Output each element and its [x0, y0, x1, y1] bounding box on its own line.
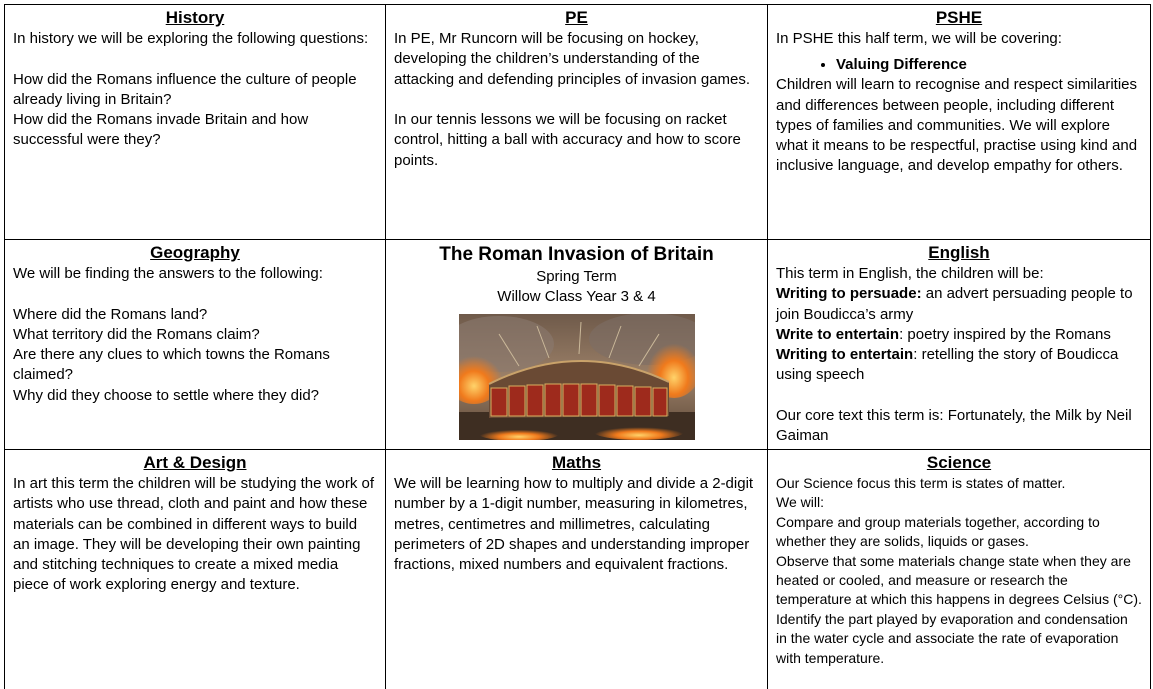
english-item-label: Writing to entertain	[776, 346, 914, 364]
geography-question: Where did the Romans land?	[13, 305, 208, 323]
pshe-body: Children will learn to recognise and respect similarities and differences between people, including different types of families and communities. We will explore what it means to be respectful, practise using kind and inclusive language, and develop empathy for others.	[776, 76, 1138, 175]
pshe-bullet: • Valuing Difference	[836, 55, 1142, 75]
history-title: History	[165, 8, 225, 27]
pshe-title: PSHE	[935, 8, 983, 27]
science-cell	[767, 449, 1151, 689]
science-line: Our Science focus this term is states of matter.	[776, 475, 1066, 491]
history-cell	[4, 4, 386, 240]
english-item-label: Writing to persuade:	[776, 285, 922, 303]
geography-cell	[4, 239, 386, 450]
english-item-text: : retelling the story of Boudicca using speech	[776, 346, 1119, 384]
pe-title: PE	[565, 8, 588, 27]
maths-body: We will be learning how to multiply and divide a 2-digit number by a 1-digit number, measuring in kilometres, metres, centimetres and millimetres, calculating perimeters of 2D shapes and understanding improper fractions, mixed numbers and equivalent fractions.	[394, 475, 754, 574]
geography-question: What territory did the Romans claim?	[13, 325, 260, 343]
history-intro: In history we will be exploring the following questions:	[13, 30, 369, 47]
science-line: Identify the part played by evaporation and condensation in the water cycle and associate the rate of evaporation with temperature.	[776, 610, 1128, 666]
english-title: English	[928, 243, 990, 262]
geography-title: Geography	[150, 243, 240, 262]
class-label: Willow Class Year 3 & 4	[497, 288, 656, 306]
pe-paragraph: In PE, Mr Runcorn will be focusing on hockey, developing the children’s understanding of the attacking and defending principles of invasion games.	[394, 30, 751, 88]
science-line: We will:	[776, 494, 824, 511]
art-title: Art & Design	[143, 453, 247, 472]
english-core-text: Our core text this term is: Fortunately, the Milk by Neil Gaiman	[776, 407, 1132, 445]
topic-title-cell	[385, 239, 768, 450]
english-item-text: an advert persuading people to join Boudicca’s army	[776, 285, 1133, 323]
pe-cell	[385, 4, 768, 240]
geography-question: Are there any clues to which towns the Romans claimed?	[13, 346, 330, 384]
geography-question: Why did they choose to settle where they did?	[13, 386, 320, 404]
english-item-text: : poetry inspired by the Romans	[899, 325, 1111, 343]
science-line: Observe that some materials change state when they are heated or cooled, and measure or research the temperature at which this happens in degrees Celsius (°C).	[776, 552, 1142, 608]
science-title: Science	[926, 453, 992, 472]
history-question: How did the Romans invade Britain and how successful were they?	[13, 111, 309, 149]
english-intro: This term in English, the children will be:	[776, 265, 1044, 282]
geography-intro: We will be finding the answers to the following:	[13, 265, 323, 282]
topic-grid	[4, 4, 1150, 687]
english-item	[776, 284, 1142, 325]
english-item	[776, 325, 1142, 345]
english-item	[776, 345, 1142, 386]
roman-testudo-image	[459, 314, 695, 440]
science-line: Compare and group materials together, according to whether they are solids, liquids or gases.	[776, 513, 1100, 550]
history-question: How did the Romans influence the culture of people already living in Britain?	[13, 70, 357, 108]
english-cell	[767, 239, 1151, 450]
term-label: Spring Term	[536, 268, 617, 285]
pe-paragraph: In our tennis lessons we will be focusing on racket control, hitting a ball with accuracy and how to score points.	[394, 111, 741, 169]
maths-cell	[385, 449, 768, 689]
pshe-bullet-list	[776, 55, 1142, 75]
english-item-label: Write to entertain	[776, 325, 900, 343]
topic-title: The Roman Invasion of Britain	[439, 244, 714, 265]
pshe-cell	[767, 4, 1151, 240]
pshe-intro: In PSHE this half term, we will be covering:	[776, 30, 1062, 47]
art-body: In art this term the children will be studying the work of artists who use thread, cloth and paint and how these materials can be combined in different ways to build an image. They will be developing their own painting and stitching techniques to create a mixed media piece of work exploring energy and texture.	[13, 475, 374, 594]
art-cell	[4, 449, 386, 689]
maths-title: Maths	[551, 453, 602, 472]
